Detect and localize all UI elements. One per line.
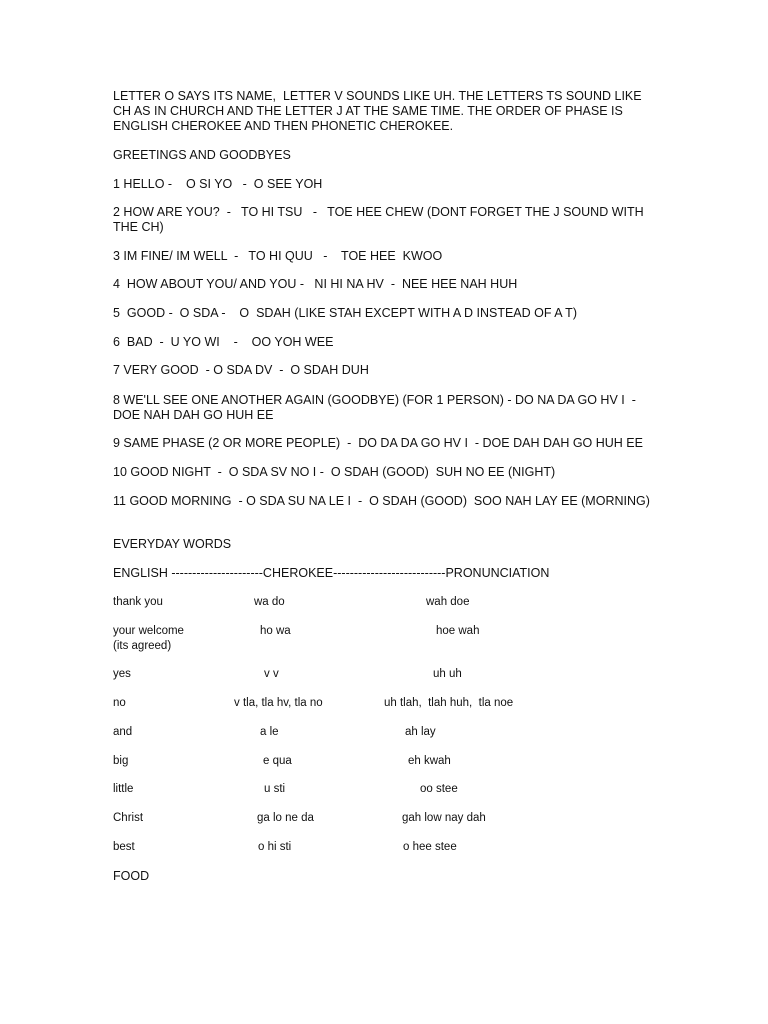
word-english: little (113, 783, 134, 795)
phrase-4: 4 HOW ABOUT YOU/ AND YOU - NI HI NA HV - NEE HEE NAH HUH (113, 277, 518, 291)
word-row (113, 811, 658, 826)
word-cherokee: a le (260, 726, 279, 738)
word-english: no (113, 697, 126, 709)
word-cherokee: u sti (264, 783, 286, 795)
word-row (113, 696, 658, 711)
word-english: thank you (113, 596, 163, 608)
word-english: yes (113, 668, 131, 680)
word-cherokee: v tla, tla hv, tla no (234, 697, 323, 709)
word-pronunciation: hoe wah (436, 625, 480, 637)
word-pronunciation: eh kwah (408, 755, 451, 767)
phrase-7: 7 VERY GOOD - O SDA DV - O SDAH DUH (113, 363, 369, 377)
phrase-10: 10 GOOD NIGHT - O SDA SV NO I - O SDAH (GOOD) SUH NO EE (NIGHT) (113, 465, 556, 479)
word-pronunciation: o hee stee (403, 841, 457, 853)
word-row (113, 782, 658, 797)
word-english: your welcome (113, 625, 184, 637)
word-english: Christ (113, 812, 144, 824)
word-cherokee: o hi sti (258, 841, 292, 853)
columns-header: ENGLISH ----------------------CHEROKEE---------------------------PRONUNCIATION (113, 566, 550, 580)
word-english: best (113, 841, 135, 853)
word-pronunciation: ah lay (405, 726, 436, 738)
word-row (113, 725, 658, 740)
word-row (113, 667, 658, 682)
word-row (113, 754, 658, 769)
word-english-note: (its agreed) (113, 640, 172, 652)
phrase-6: 6 BAD - U YO WI - OO YOH WEE (113, 335, 334, 349)
phrase-5: 5 GOOD - O SDA - O SDAH (LIKE STAH EXCEPT WITH A D INSTEAD OF A T) (113, 306, 577, 320)
word-cherokee: e qua (263, 755, 292, 767)
food-heading: FOOD (113, 869, 150, 883)
word-pronunciation: gah low nay dah (402, 812, 486, 824)
phrase-9: 9 SAME PHASE (2 OR MORE PEOPLE) - DO DA DA GO HV I - DOE DAH DAH GO HUH EE (113, 436, 643, 450)
word-pronunciation: uh uh (433, 668, 462, 680)
word-pronunciation: oo stee (420, 783, 458, 795)
greetings-heading: GREETINGS AND GOODBYES (113, 148, 291, 162)
phrase-2: 2 HOW ARE YOU? - TO HI TSU - TOE HEE CHEW (DONT FORGET THE J SOUND WITH THE CH) (113, 205, 647, 234)
word-row (113, 624, 658, 639)
word-cherokee: ho wa (260, 625, 291, 637)
phrase-11: 11 GOOD MORNING - O SDA SU NA LE I - O SDAH (GOOD) SOO NAH LAY EE (MORNING) (113, 494, 650, 508)
phrase-3: 3 IM FINE/ IM WELL - TO HI QUU - TOE HEE KWOO (113, 249, 443, 263)
word-english: big (113, 755, 129, 767)
word-pronunciation: wah doe (426, 596, 470, 608)
word-pronunciation: uh tlah, tlah huh, tla noe (384, 697, 514, 709)
word-cherokee: ga lo ne da (257, 812, 314, 824)
phrase-8: 8 WE'LL SEE ONE ANOTHER AGAIN (GOODBYE) (FOR 1 PERSON) - DO NA DA GO HV I - DOE NAH DAH GO HUH EE (113, 393, 640, 422)
word-english: and (113, 726, 133, 738)
word-row (113, 840, 658, 855)
word-row (113, 595, 658, 610)
word-cherokee: wa do (254, 596, 285, 608)
phrase-1: 1 HELLO - O SI YO - O SEE YOH (113, 177, 323, 191)
intro-paragraph: LETTER O SAYS ITS NAME, LETTER V SOUNDS LIKE UH. THE LETTERS TS SOUND LIKE CH AS IN CHURCH AND THE LETTER J AT THE SAME TIME. THE ORDER OF PHASE IS ENGLISH CHEROKEE AND THEN PHONETIC CHEROKEE. (113, 89, 646, 133)
everyday-heading: EVERYDAY WORDS (113, 537, 232, 551)
word-cherokee: v v (264, 668, 279, 680)
